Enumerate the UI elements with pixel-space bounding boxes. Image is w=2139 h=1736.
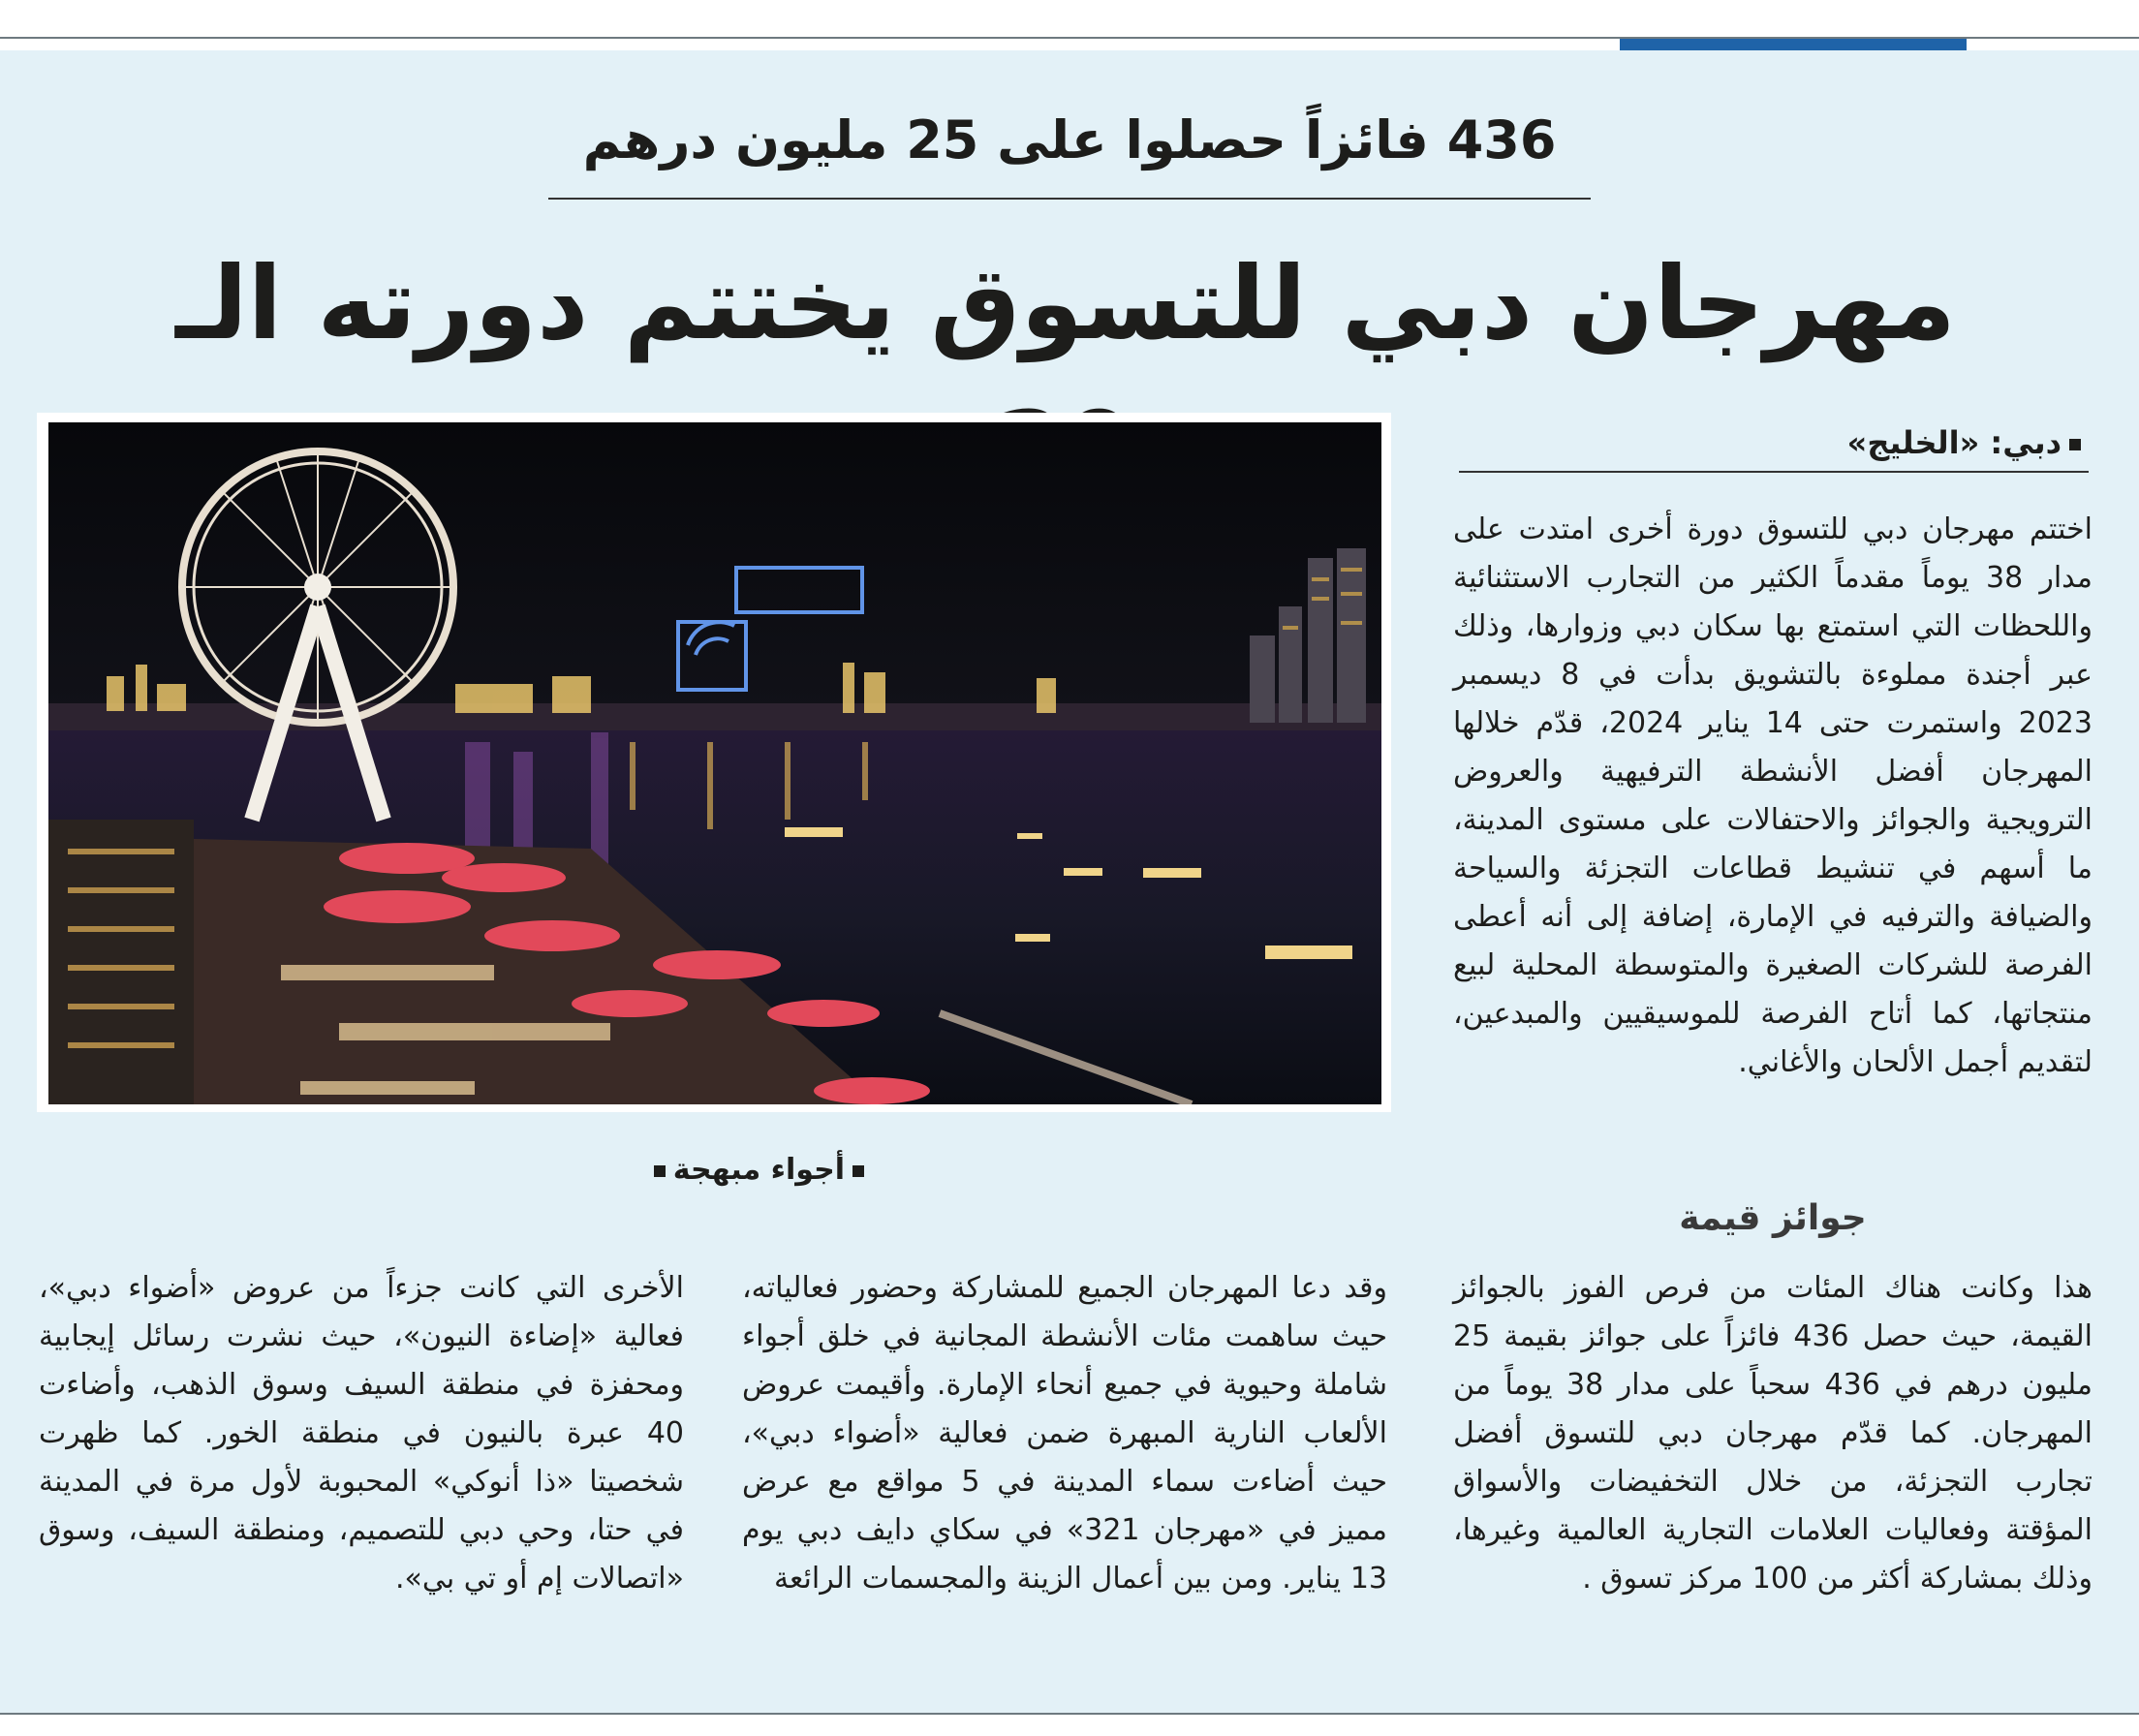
caption-bullet-icon (852, 1165, 864, 1177)
kicker-underline (548, 198, 1591, 200)
byline (1459, 418, 2089, 467)
article-kicker: 436 فائزاً حصلوا على 25 مليون درهم (582, 109, 1557, 170)
byline-bullet-icon (2069, 439, 2081, 450)
article-headline: مهرجان دبي للتسوق يختتم دورته الـ (175, 244, 1956, 362)
middle-paragraph: وقد دعا المهرجان الجميع للمشاركة وحضور فعالياته، حيث ساهمت مئات الأنشطة المجانية في خلق أجواء شاملة وحيوية في جميع أنحاء الإمارة. وأقيمت عروض الألعاب النارية المبهرة ضمن فعالية «أضواء دبي»، حيث أضاءت سماء المدينة في 5 مواقع مع عرض مميز في «مهرجان 321» في سكاي دايف دبي يوم 13 يناير. ومن بين أعمال الزينة والمجسمات الرائعة (742, 1271, 1387, 1596)
photo-caption-text: أجواء مبهجة (672, 1153, 845, 1187)
body-column-intro (1453, 506, 2092, 1164)
left-paragraph: الأخرى التي كانت جزءاً من عروض «أضواء دبي»، فعالية «إضاءة النيون»، حيث نشرت رسائل إيجابية ومحفزة في منطقة السيف وسوق الذهب، وأضاءت 40 عبرة بالنيون في منطقة الخور. كما ظهرت شخصيتا «ذا أنوكي» المحبوبة لأول مرة في المدينة في حتا، وحي دبي للتصميم، ومنطقة السيف، وسوق «اتصالات إم أو تي بي». (39, 1271, 684, 1596)
bottom-rule (0, 1713, 2139, 1715)
byline-underline (1459, 471, 2089, 473)
section-accent-bar (1620, 39, 1967, 50)
prizes-paragraph: هذا وكانت هناك المئات من فرص الفوز بالجوائز القيمة، حيث حصل 436 فائزاً على جوائز بقيمة 25 مليون درهم في 436 سحباً على مدار 38 يوماً من المهرجان. كما قدّم مهرجان دبي للتسوق أفضل تجارب التجزئة، من خلال التخفيضات والأسواق المؤقتة وفعاليات العلامات التجارية العالمية وغيرها، وذلك بمشاركة أكثر من 100 مركز تسوق . (1453, 1271, 2092, 1596)
body-column-prizes (1453, 1264, 2092, 1671)
body-column-left (39, 1264, 684, 1671)
caption-bullet-icon (654, 1165, 666, 1177)
intro-paragraph: اختتم مهرجان دبي للتسوق دورة أخرى امتدت على مدار 38 يوماً مقدماً الكثير من التجارب الاستثنائية واللحظات التي استمتع بها سكان دبي وزوارها، وذلك عبر أجندة مملوءة بالتشويق بدأت في 8 ديسمبر 2023 واستمرت حتى 14 يناير 2024، قدّم خلالها المهرجان أفضل الأنشطة الترفيهية والعروض الترويجية والجوائز والاحتفالات على مستوى المدينة، ما أسهم في تنشيط قطاعات التجزئة والسياحة والضيافة والترفيه في الإمارة، إضافة إلى أنه أعطى الفرصة للشركات الصغيرة والمتوسطة المحلية لبيع منتجاتها، كما أتاح الفرصة للموسيقيين والمبدعين، لتقديم أجمل الألحان والأغاني. (1453, 512, 2092, 1079)
byline-text: دبي: «الخليج» (1846, 424, 2062, 461)
photo-caption (542, 1149, 872, 1192)
body-column-middle (742, 1264, 1387, 1671)
section-subheading: جوائز قيمة (1679, 1198, 1867, 1238)
night-skyline-photo (48, 422, 1381, 1104)
